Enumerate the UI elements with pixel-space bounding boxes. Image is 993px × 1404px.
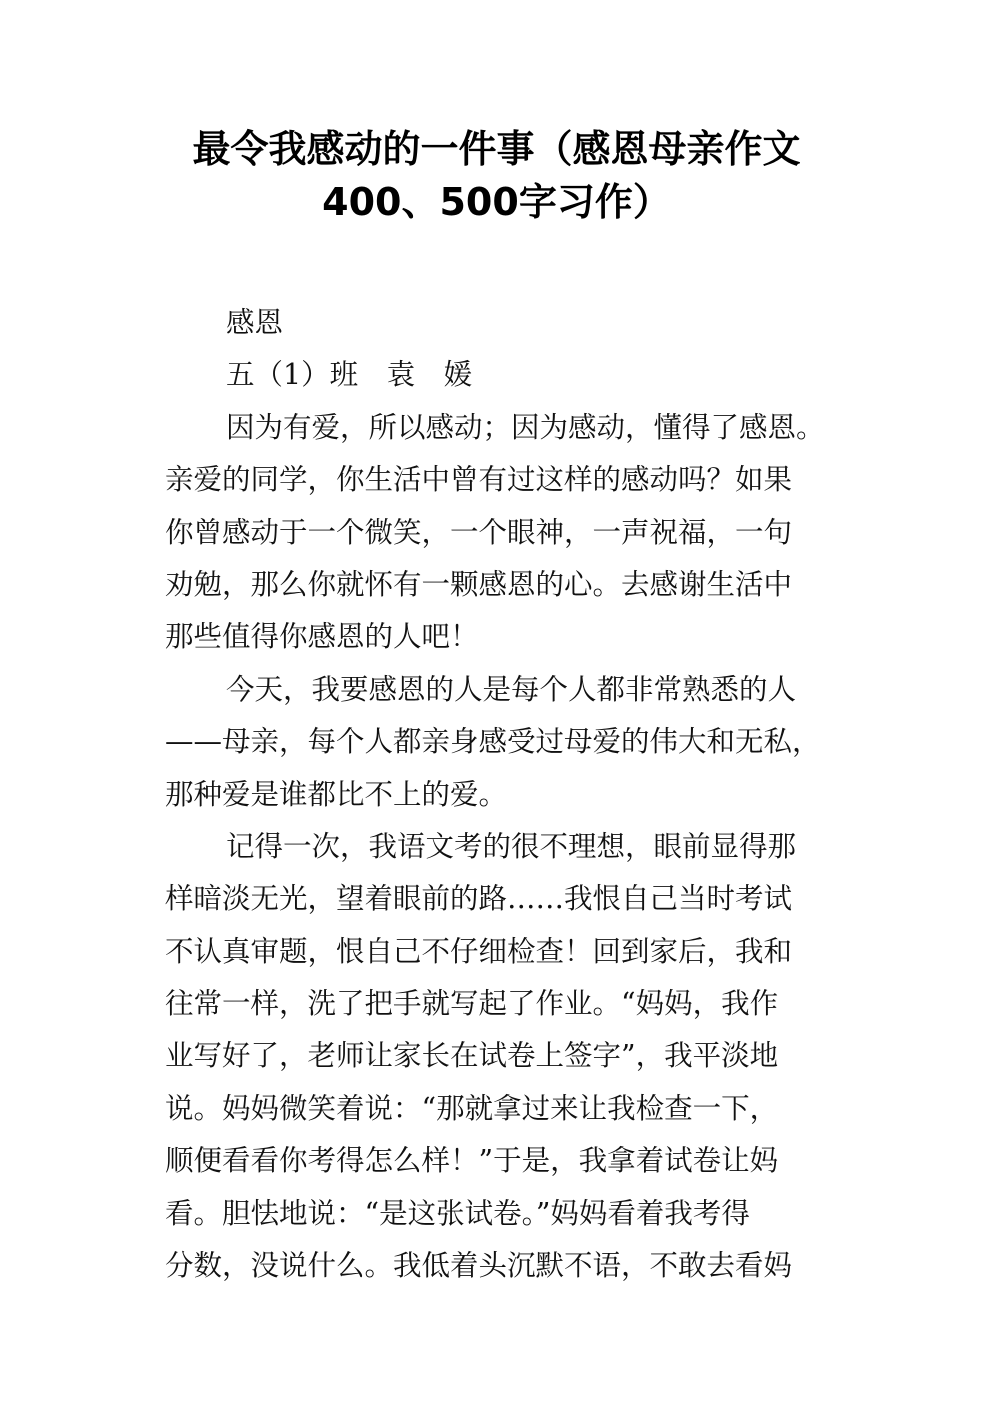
paragraph-line: ——母亲，每个人都亲身感受过母爱的伟大和无私， bbox=[165, 725, 821, 759]
paragraph-line: 劝勉，那么你就怀有一颗感恩的心。去感谢生活中 bbox=[165, 567, 793, 601]
paragraph-line: 样暗淡无光，望着眼前的路……我恨自己当时考试 bbox=[165, 882, 793, 916]
paragraph-line: 分数，没说什么。我低着头沉默不语，不敢去看妈 bbox=[165, 1249, 793, 1283]
document-title-line-2: 400、500字习作） bbox=[322, 180, 671, 224]
section-heading: 感恩 bbox=[226, 306, 284, 339]
paragraph-line: 亲爱的同学，你生活中曾有过这样的感动吗？如果 bbox=[165, 463, 793, 497]
paragraph-line: 今天，我要感恩的人是每个人都非常熟悉的人 bbox=[226, 672, 797, 706]
document-body bbox=[165, 297, 845, 1292]
paragraph-line: 那些值得你感恩的人吧！ bbox=[165, 620, 479, 654]
paragraph-line: 业写好了，老师让家长在试卷上签字”，我平淡地 bbox=[165, 1039, 779, 1073]
paragraph-line: 顺便看看你考得怎么样！”于是，我拿着试卷让妈 bbox=[165, 1144, 779, 1178]
paragraph-line: 你曾感动于一个微笑，一个眼神，一声祝福，一句 bbox=[165, 515, 793, 549]
document-title-line-1: 最令我感动的一件事（感恩母亲作文 bbox=[192, 127, 801, 171]
paragraph-line: 往常一样，洗了把手就写起了作业。“妈妈，我作 bbox=[165, 987, 779, 1021]
paragraph-line: 不认真审题，恨自己不仔细检查！回到家后，我和 bbox=[165, 934, 793, 968]
paragraph-line: 说。妈妈微笑着说：“那就拿过来让我检查一下， bbox=[165, 1091, 779, 1125]
paragraph-line: 因为有爱，所以感动；因为感动，懂得了感恩。 bbox=[226, 410, 825, 444]
paragraph-line: 看。胆怯地说：“是这张试卷。”妈妈看着我考得 bbox=[165, 1196, 750, 1230]
paragraph-line: 记得一次，我语文考的很不理想，眼前显得那 bbox=[226, 829, 797, 863]
paragraph-line: 那种爱是谁都比不上的爱。 bbox=[165, 777, 508, 811]
author-line: 五（1）班 袁 媛 bbox=[226, 358, 473, 392]
